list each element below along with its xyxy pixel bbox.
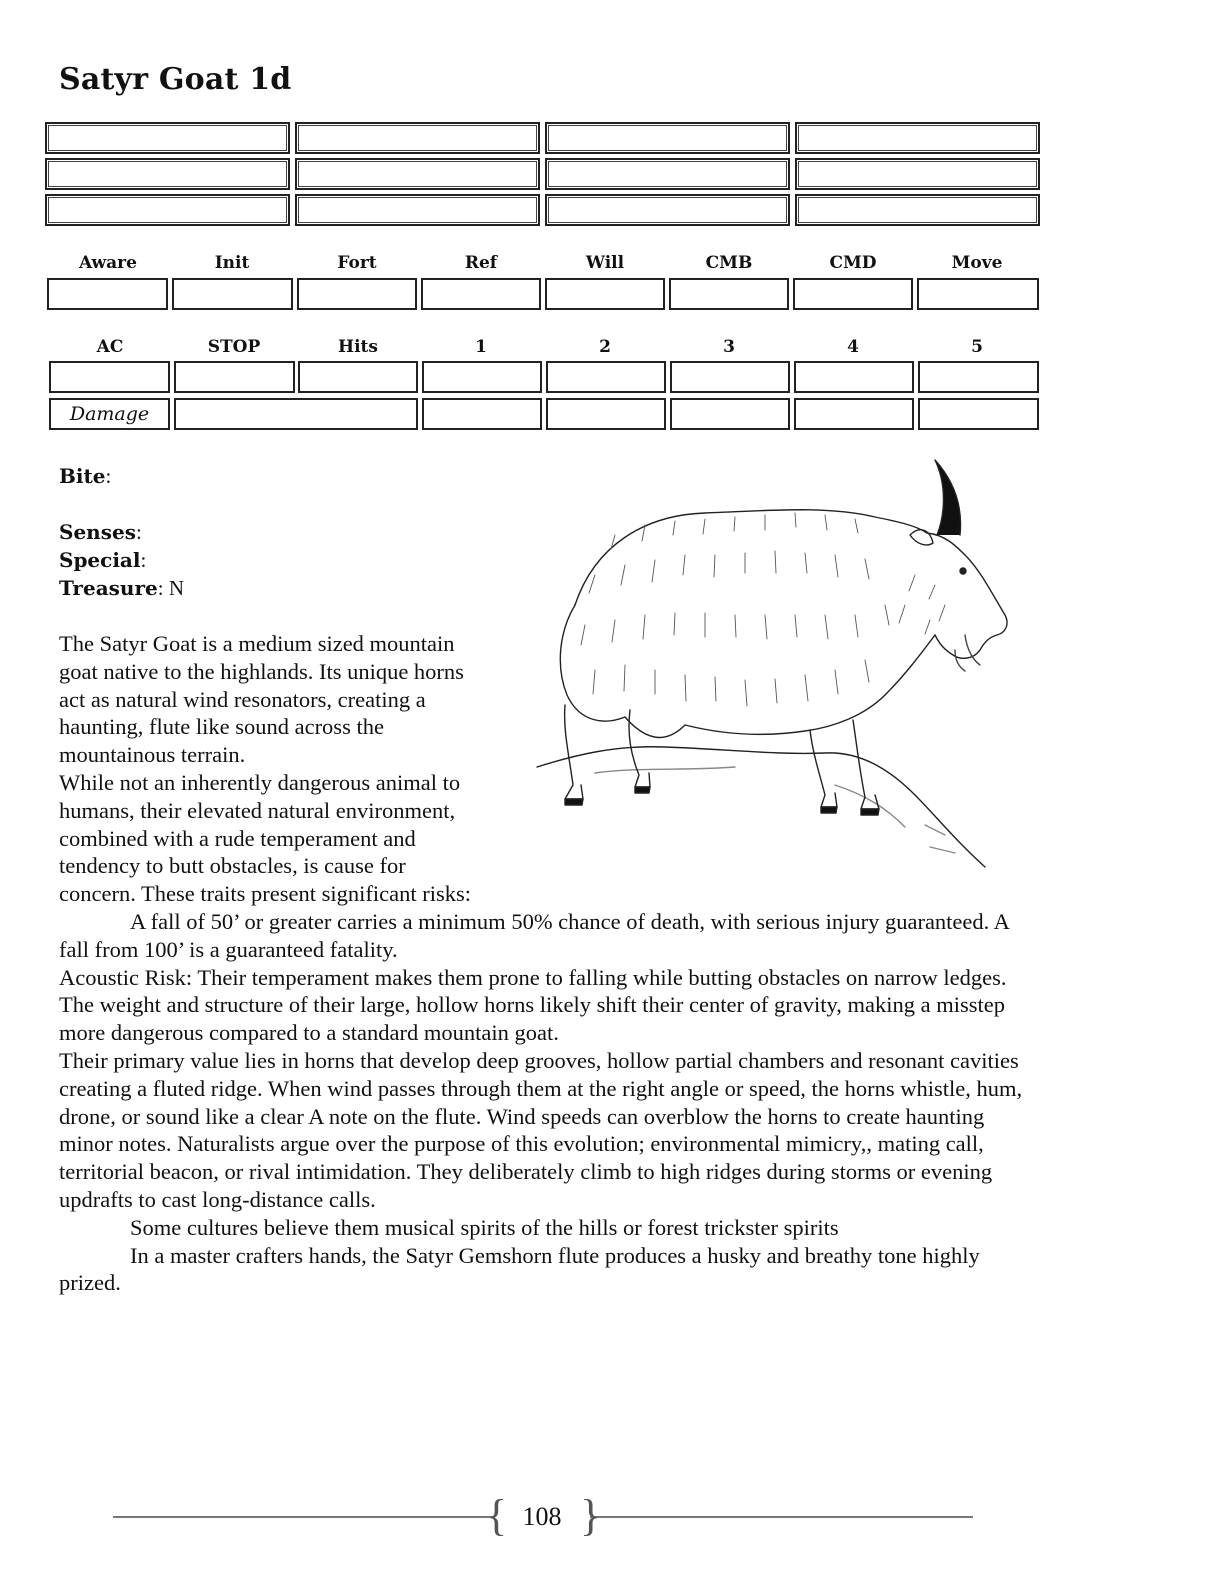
- special-label: Special: [59, 548, 141, 572]
- footer-rule-left: [113, 1516, 495, 1518]
- intro-line: The Satyr Goat is a medium sized mountain: [59, 631, 455, 656]
- hits-field[interactable]: [298, 361, 418, 393]
- header-will: Will: [585, 253, 625, 273]
- hit-1-field[interactable]: [422, 361, 542, 393]
- header-aware: Aware: [79, 253, 137, 273]
- header-2: 2: [599, 337, 611, 357]
- grid-cell[interactable]: [45, 158, 290, 190]
- page-title: Satyr Goat 1d: [59, 62, 292, 97]
- grid-cell[interactable]: [795, 194, 1040, 226]
- intro-line: mountainous terrain.: [59, 742, 246, 768]
- header-move: Move: [951, 253, 1003, 273]
- page-number: 108: [522, 1502, 562, 1531]
- header-ac: AC: [96, 337, 124, 357]
- ac-field[interactable]: [49, 361, 170, 393]
- header-4: 4: [847, 337, 859, 357]
- hit-4-field[interactable]: [794, 361, 914, 393]
- header-fort: Fort: [337, 253, 377, 273]
- senses-line: Senses:: [59, 520, 142, 544]
- bite-line: Bite:: [59, 464, 112, 488]
- intro-line: humans, their elevated natural environment,: [59, 797, 456, 823]
- grid-cell[interactable]: [795, 122, 1040, 154]
- footer-rule-right: [590, 1516, 973, 1518]
- treasure-line: Treasure: N: [59, 576, 184, 600]
- grid-cell[interactable]: [545, 158, 790, 190]
- bite-label: Bite: [59, 464, 106, 488]
- header-cmb: CMB: [705, 253, 753, 273]
- move-field[interactable]: [917, 278, 1039, 310]
- grid-cell[interactable]: [295, 194, 540, 226]
- full-width-text: [59, 908, 1029, 1297]
- intro-line: haunting, flute like sound across the: [59, 714, 384, 740]
- ref-field[interactable]: [421, 278, 541, 310]
- header-5: 5: [971, 337, 983, 357]
- will-field[interactable]: [545, 278, 665, 310]
- hit-5-field[interactable]: [918, 361, 1039, 393]
- horn-value-paragraph: Their primary value lies in horns that develop deep grooves, hollow partial chambers and resonant cavities creating a fluted ridge. When wind passes through them at the right angle or speed, the horns whistle, hum, drone, or sound like a clear A note on the flute. Wind speeds can overblow the horns to create haunting minor notes. Naturalists argue over the purpose of this evolution; environmental mimicry,, mating call, territorial beacon, or rival intimidation. They deliberately climb to high ridges during storms or evening updrafts to cast long-distance calls.: [59, 1047, 1023, 1212]
- init-field[interactable]: [172, 278, 293, 310]
- intro-paragraph: [59, 630, 529, 908]
- hit-3-field[interactable]: [670, 361, 790, 393]
- aware-field[interactable]: [47, 278, 168, 310]
- intro-line: act as natural wind resonators, creating a: [59, 686, 426, 712]
- grid-cell[interactable]: [545, 194, 790, 226]
- acoustic-risk-paragraph: Acoustic Risk: Their temperament makes them prone to falling while butting obstacles on narrow ledges. The weight and structure of their large, hollow horns likely shift their center of gravity, making a misstep more dangerous compared to a standard mountain goat.: [59, 964, 1007, 1046]
- header-init: Init: [214, 253, 250, 273]
- intro-line: tendency to butt obstacles, is cause for: [59, 853, 406, 879]
- cultures-paragraph: Some cultures believe them musical spirits of the hills or forest trickster spirits: [130, 1214, 839, 1240]
- stop-field[interactable]: [174, 361, 295, 393]
- cmd-field[interactable]: [793, 278, 913, 310]
- treasure-label: Treasure: [59, 576, 158, 600]
- damage-field-5[interactable]: [918, 398, 1039, 430]
- fort-field[interactable]: [297, 278, 417, 310]
- gemshorn-paragraph: In a master crafters hands, the Satyr Gemshorn flute produces a husky and breathy tone highly prized.: [59, 1242, 980, 1296]
- intro-line: combined with a rude temperament and: [59, 825, 416, 851]
- header-3: 3: [723, 337, 735, 357]
- grid-cell[interactable]: [295, 158, 540, 190]
- damage-field-3[interactable]: [670, 398, 790, 430]
- treasure-value: N: [168, 576, 184, 600]
- grid-cell[interactable]: [45, 194, 290, 226]
- damage-field-2[interactable]: [546, 398, 666, 430]
- intro-line: goat native to the highlands. Its unique horns: [59, 658, 464, 684]
- header-1: 1: [475, 337, 487, 357]
- damage-field-4[interactable]: [794, 398, 914, 430]
- right-brace-icon: }: [580, 1491, 602, 1540]
- special-line: Special:: [59, 548, 147, 572]
- header-ref: Ref: [464, 253, 498, 273]
- cmb-field[interactable]: [669, 278, 789, 310]
- header-stop: STOP: [207, 337, 261, 357]
- damage-field-1[interactable]: [422, 398, 542, 430]
- grid-cell[interactable]: [45, 122, 290, 154]
- mountain-goat-illustration: [535, 455, 1015, 875]
- grid-cell[interactable]: [545, 122, 790, 154]
- damage-label: Damage: [49, 398, 170, 430]
- left-brace-icon: {: [486, 1491, 508, 1540]
- senses-label: Senses: [59, 520, 136, 544]
- grid-cell[interactable]: [795, 158, 1040, 190]
- header-cmd: CMD: [829, 253, 877, 273]
- damage-field-wide[interactable]: [174, 398, 418, 430]
- hit-2-field[interactable]: [546, 361, 666, 393]
- grid-cell[interactable]: [295, 122, 540, 154]
- fall-risk-paragraph: A fall of 50’ or greater carries a minimum 50% chance of death, with serious injury guaranteed. A fall from 100’ is a guaranteed fatality.: [59, 909, 1009, 962]
- header-hits: Hits: [338, 337, 378, 357]
- intro-line: concern. These traits present significant risks:: [59, 881, 471, 907]
- intro-line: While not an inherently dangerous animal to: [59, 769, 461, 795]
